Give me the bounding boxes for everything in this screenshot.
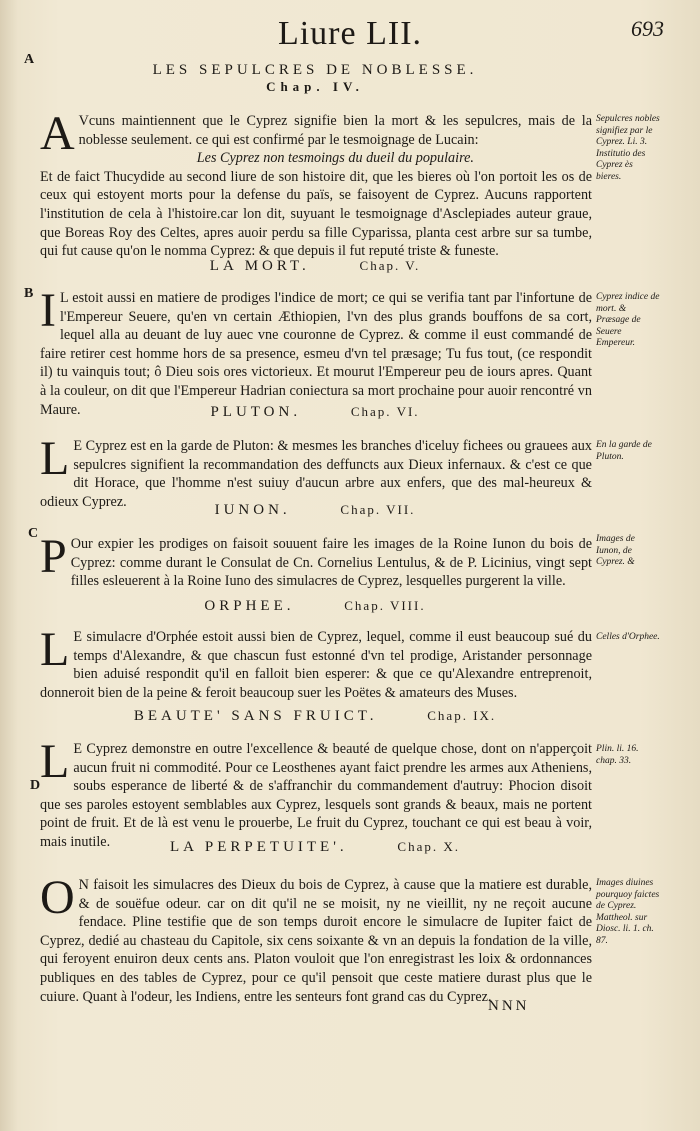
chapter-heading bbox=[40, 502, 590, 519]
paragraph-text: Our expier les prodiges on faisoit souuent faire les images de la Roine Iunon du bois de Cyprez: comme durant le Consulat de Cn. Cornelius Lentulus, & de P. Licinius, vingt sept filles esleuerent à la Roine Iuno des simulacres de Cyprez, lesquelles purgerent la ville. bbox=[70, 536, 592, 590]
margin-note: Plin. li. 16. chap. 33. bbox=[596, 744, 639, 766]
margin-note: Celles d'Orphee. bbox=[596, 632, 660, 642]
section-marker-d: D bbox=[30, 778, 41, 793]
chapter-heading bbox=[40, 258, 590, 275]
heading-title: BEAUTE' SANS FRUICT. bbox=[133, 708, 378, 724]
drop-cap: O bbox=[40, 871, 75, 924]
chapter-paragraph bbox=[40, 623, 592, 702]
chapter-paragraph bbox=[40, 107, 592, 261]
chapter-number: Chap. VIII. bbox=[344, 598, 426, 613]
chapter-heading bbox=[40, 839, 590, 856]
margin-note: Sepulcres nobles signifiez par le Cyprez. Li. 3. Institutio des Cyprez ès bieres. bbox=[596, 114, 660, 182]
drop-cap: L bbox=[40, 432, 70, 485]
drop-cap: L bbox=[40, 735, 70, 788]
margin-note: En la garde de Pluton. bbox=[596, 440, 652, 462]
heading-title: LES SEPULCRES DE NOBLESSE. bbox=[152, 62, 478, 78]
heading-title: LA PERPETUITE'. bbox=[169, 839, 348, 855]
drop-cap: I bbox=[40, 284, 56, 337]
chapter-paragraph bbox=[40, 530, 592, 591]
chapter-number: Chap. VI. bbox=[350, 404, 420, 419]
paragraph-text: E Cyprez demonstre en outre l'excellence & beauté de quelque chose, dont on n'apperçoit aucun fruit ni commodité. Pour ce Leosthenes ayant faict prendre les armes aux Atheniens, soubs esperance de liberté & de s'affranchir du commandement d'autruy: Phocion disoit que ses paroles estoyent semblables aux Cyprez, lesquels sont grands & beaux, mais ne portent point de fruit. Et de là est venu le prouerbe, Le fruit du Cyprez, touchant ce qui est beau à voir, mais inutile. bbox=[40, 741, 592, 850]
page-number: 693 bbox=[631, 16, 664, 41]
paragraph-text: N faisoit les simulacres des Dieux du bois de Cyprez, à cause que la matiere est durable, & de souëfue odeur. car on dit qu'il ne se moisit, ny ne vieillit, ny ne reçoit aucune fendace. Pline testifie que de son temps duroit encore le simulacre de Iupiter faict de Cyprez, dedié au chasteau du Capitole, six cens soixante & vn an depuis la fondation de la ville, qui feroyent enuiron deux cents ans. Platon vouloit que l'on enregistrast les loix & ordonnances publiques en des tables de Cyprez, pour ce qu'il pensoit que ceste matiere durast plus que le cuiure. Quant à l'odeur, les Indiens, entre les senteurs font grand cas du Cyprez. bbox=[40, 877, 592, 1005]
quotation: Les Cyprez non tesmoings du dueil du populaire. bbox=[196, 150, 474, 167]
chapter-number: Chap. V. bbox=[359, 258, 421, 273]
paragraph-text: L estoit aussi en matiere de prodiges l'indice de mort; ce qui se verifia tant par l'infortune de l'Empereur Seuere, qu'en vn certain Æthiopien, l'vn des plus grands bouffons de sa cort, lequel alla au deuant de luy auec vne couronne de Cyprez. & comme il eust commandé de faire retirer cest homme hors de sa presence, esmeu d'vn tel præsage; Tu fus tout, (ce respondit il) tu vainquis tout; ô Dieu sois ores victorieux. Et mourut l'Empereur peu de iours apres. Quant à la couleur, on dit que l'Empereur Hadrian coniectura sa mort prochaine pour auoir rencontré vn Maure. bbox=[40, 290, 592, 418]
paragraph-text: Vcuns maintiennent que le Cyprez signifie bien la mort & les sepulcres, mais de la noblesse seulement. ce qui est confirmé par le tesmoignage de Lucain: bbox=[78, 113, 592, 148]
chapter-number: Chap. IV. bbox=[266, 79, 364, 94]
margin-note: Cyprez indice de mort. & Præsage de Seuere Empereur. bbox=[596, 292, 660, 348]
chapter-number: Chap. IX. bbox=[427, 708, 497, 723]
drop-cap: P bbox=[40, 530, 67, 583]
heading-title: IUNON. bbox=[214, 502, 291, 518]
chapter-paragraph bbox=[40, 284, 592, 419]
chapter-paragraph bbox=[40, 432, 592, 511]
drop-cap: A bbox=[40, 107, 75, 160]
margin-note: Images de Iunon, de Cyprez. & bbox=[596, 534, 635, 567]
chapter-heading bbox=[40, 598, 590, 615]
paragraph-text: E simulacre d'Orphée estoit aussi bien de Cyprez, lequel, comme il eust beaucoup sué du temps d'Alexandre, & que chascun fust estonné d'vn tel prodige, Aristander personnage bien aduisé respondit qu'il en falloit bien esperer: & que ce qu'Alexandre entreprenoit, donneroit bien de la peine & feroit beaucoup suer les Poëtes & amateurs des Muses. bbox=[40, 629, 592, 701]
paragraph-text-continued: Et de faict Thucydide au second liure de son histoire dit, que les bieres où l'on portoit les os de ceux qui estoyent morts pour la defense du païs, se faisoyent de Cyprez. Aucuns rapportent l'institution de cela à l'histoire.car lon dit, suyuant le tesmoignage d'Asclepiades auteur graue, que Boreas Roy des Celtes, apres auoir perdu sa fille Cyparissa, planta cest arbre sur sa tumbe, qui fut cause qu'on le nomma Cyprez: & que depuis il fut reputé triste & funeste. bbox=[40, 168, 592, 260]
heading-title: PLUTON. bbox=[210, 404, 302, 420]
chapter-number: Chap. X. bbox=[397, 839, 461, 854]
heading-title: ORPHEE. bbox=[204, 598, 295, 614]
chapter-heading bbox=[40, 404, 590, 421]
section-marker-a: A bbox=[24, 52, 35, 67]
margin-note: Images diuines pourquoy faictes de Cyprez. Mattheol. sur Diosc. li. 1. ch. 87. bbox=[596, 878, 660, 946]
section-marker-b: B bbox=[24, 286, 34, 301]
paragraph-text: E Cyprez est en la garde de Pluton: & mesmes les branches d'iceluy fichees ou grauees aux sepulcres signifient la recommandation des deffuncts aux Dieux infernaux. & c'est ce que dit Horace, que l'homme n'est suiuy d'aucun arbre aux enfers, que des mal-heureux & odieux Cyprez. bbox=[40, 438, 592, 510]
chapter-paragraph bbox=[40, 871, 592, 1006]
catchword: NNN bbox=[488, 998, 530, 1014]
section-marker-c: C bbox=[28, 526, 39, 541]
drop-cap: L bbox=[40, 623, 70, 676]
running-title: Liure LII. bbox=[277, 15, 423, 52]
chapter-heading bbox=[40, 62, 590, 95]
chapter-heading bbox=[40, 708, 590, 725]
chapter-paragraph bbox=[40, 735, 592, 852]
heading-title: LA MORT. bbox=[209, 258, 310, 274]
chapter-number: Chap. VII. bbox=[340, 502, 416, 517]
